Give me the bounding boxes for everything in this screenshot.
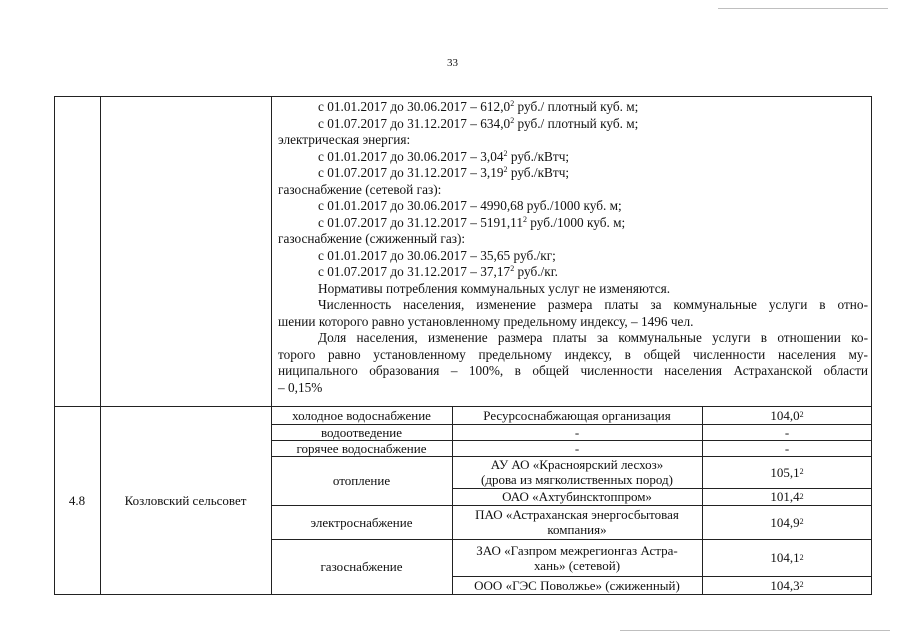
tariff-line-tail: руб./ плотный куб. м; [514,99,639,114]
table-top-border [54,96,872,97]
tariff-line [278,116,868,133]
scan-artifact-bottom [620,630,890,631]
tariff-line-text: с 01.01.2017 до 30.06.2017 – 3,04 [318,148,504,164]
tariff-line-text: газоснабжение (сетевой газ): [278,181,442,197]
service-cold-water: холодное водоснабжение [292,407,431,423]
tariff-line-tail: руб./1000 куб. м; [526,214,626,230]
tariff-line-text: с 01.01.2017 до 30.06.2017 – 35,65 руб./кг; [318,247,556,263]
org-cell: ЗАО «Газпром межрегионгаз Астра-хань» (сетевой) [476,542,678,573]
tariff-line-text: с 01.07.2017 до 31.12.2017 – 634,0 [318,115,511,131]
index-value: 104,9 [770,514,800,530]
index-value: 104,3 [770,577,800,593]
page-number: 33 [447,57,458,69]
share-text-line-2: торого равно установленному предельному индексу, в общей численности населения му- [278,346,868,362]
index-cell [702,440,872,456]
index-value: 104,1 [770,550,800,565]
index-cell: 104,1 2 [770,550,804,565]
service-gas: газоснабжение [320,559,403,574]
tariff-line [278,149,868,166]
tariff-line-tail: руб./кг. [514,264,558,279]
tariff-line-text: с 01.07.2017 до 31.12.2017 – 5191,11 [318,214,523,230]
org-cell: ООО «ГЭС Поволжье» (сжиженный) [474,577,680,593]
tariff-line [278,99,868,116]
service-electricity: электроснабжение [310,514,413,530]
tariff-line-text: газоснабжение (сжиженный газ): [278,231,466,246]
tariff-line [278,182,868,199]
index-value: - [784,440,790,456]
tariff-line-sup: 2 [510,115,515,125]
norms-text: Нормативы потребления коммунальных услуг не изменяются. [318,280,671,296]
tariff-line-tail: руб./кВтч; [507,165,570,180]
population-text-line-2: шении которого равно установленному предельному индексу, – 1496 чел. [278,313,694,329]
tariff-line [278,132,868,149]
tariff-line [278,165,868,182]
tariff-line-text: электрическая энергия: [278,132,411,147]
org-cell: ОАО «Ахтубинсктоппром» [502,489,652,504]
index-cell: 101,4 2 [770,489,804,504]
share-text-line-3: ниципального образования – 100%, в общей численности населения Астраханской области [278,363,868,378]
index-value: 101,4 [770,489,800,504]
tariff-line-sup: 2 [510,264,515,273]
tariff-line-text: с 01.07.2017 до 31.12.2017 – 37,17 [318,264,511,279]
share-text-line-1: Доля населения, изменение размера платы за коммунальные услуги в отношении ко- [318,330,868,345]
tariff-line [278,231,868,248]
municipality-name: Козловский сельсовет [124,492,247,508]
tariff-line-tail: руб./ плотный куб. м; [514,115,639,131]
tariff-line-sup: 2 [503,165,508,174]
index-value: 105,1 [770,464,800,480]
index-value: - [784,424,790,440]
org-cell: Ресурсоснабжающая организация [483,407,671,423]
share-text-line-4: – 0,15% [278,379,323,395]
index-cell: 105,1 2 [770,464,804,480]
scan-artifact-top [718,8,888,9]
tariff-line [278,198,868,215]
tariff-line [278,215,868,232]
tariff-lines [278,99,868,281]
org-cell: АУ АО «Красноярский лесхоз» (дрова из мягколиственных пород) [481,457,673,487]
index-cell: 104,0 2 [770,407,804,423]
population-text-line-1: Численность населения, изменение размера платы за коммунальные услуги в отно- [318,297,868,312]
tariff-line-tail: руб./кВтч; [507,148,570,164]
tariff-line [278,248,868,265]
tariff-line-sup: 2 [522,214,527,224]
org-cell: - [574,424,580,440]
tariff-line [278,264,868,281]
service-sewerage: водоотведение [320,424,403,440]
index-cell: 104,9 2 [770,514,804,530]
tariff-line-text: с 01.01.2017 до 30.06.2017 – 612,0 [318,99,511,114]
table-bottom-border [54,594,872,595]
service-heating: отопление [332,473,391,488]
tariff-line-sup: 2 [510,99,515,108]
org-cell: ПАО «Астраханская энергосбытовая компания» [475,507,679,537]
tariff-line-text: с 01.01.2017 до 30.06.2017 – 4990,68 руб./1000 куб. м; [318,198,622,213]
org-cell: - [574,440,580,456]
row-number: 4.8 [68,492,86,508]
index-value: 104,0 [770,407,800,423]
service-hot-water: горячее водоснабжение [296,440,427,456]
index-cell: 104,3 2 [770,577,804,593]
tariff-line-text: с 01.07.2017 до 31.12.2017 – 3,19 [318,165,504,180]
index-cell [702,424,872,440]
tariff-description [278,99,868,396]
tariff-line-sup: 2 [503,148,508,158]
